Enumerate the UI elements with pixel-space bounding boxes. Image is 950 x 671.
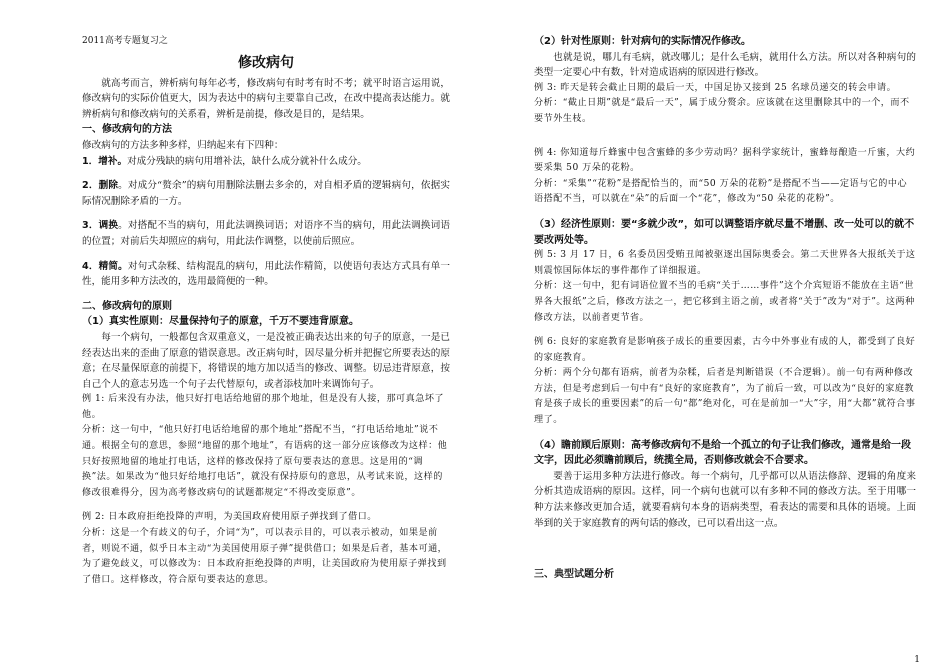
principle-1-heading: （1）真实性原则：尽量保持句子的原意，千万不要违背原意。: [82, 316, 359, 328]
example-5-analysis: 分析：这一句中，犯有词语位置不当的毛病“关于……事件”这个介宾短语不能放在主语“世界各大报纸”之后，修改方法之一，把它移到主语之前，或者将“关于”改为“对于”。这两种修改方法，以前者更节省。: [534, 281, 915, 323]
example-6-analysis: 分析：两个分句都有语病，前者为杂糅，后者是判断错误（不合逻辑）。前一句有两种修改方法，但是考虑到后一句中有“良好的家庭教育”，为了前后一致，可以改为“良好的家庭教育是孩子成长的重要因素”的后一句“都”绝对化，可在是前加一“大”字，用“大都”就符合事理了。: [534, 368, 916, 426]
method-3-label: 3．调换: [82, 220, 119, 232]
section-3-heading: 三、典型试题分析: [534, 569, 614, 581]
section-1-heading: 一、修改病句的方法: [82, 124, 172, 136]
method-2-text: 。对成分“赘余”的病句用删除法删去多余的，对自相矛盾的逻辑病句，依据实际情况删除矛盾的一方。: [82, 180, 450, 207]
section-2-heading: 二、修改病句的原则: [82, 300, 172, 312]
section-1-lead: 修改病句的方法多种多样，归纳起来有下四种：: [82, 139, 284, 151]
left-column: [82, 34, 450, 588]
principle-1-text: 每一个病句，一般都包含双重意义，一是没被正确表达出来的句子的原意，一是已经表达出来的歪曲了原意的错误意思。改正病句时，因尽量分析并把握它所要表达的原意；在尽量保原意的前提下，将错误的地方加以适当的修改、调整。切忌违背原意，按自己个人的意志另选一个句子去代替原句，或者添枝加叶来调饰句子。: [82, 331, 450, 390]
method-1-text: 对成分残缺的病句用增补法，缺什么成分就补什么成分。: [127, 155, 367, 167]
method-4: [82, 259, 450, 290]
principle-4-heading: （4）瞻前顾后原则：高考修改病句不是给一个孤立的句子让我们修改，通常是给一段文字，因此必须瞻前顾后，统揽全局，否则修改就会不合要求。: [534, 439, 911, 467]
example-3-analysis: 分析：“截止日期”就是“最后一天”，属于成分赘余。应该就在这里删除其中的一个，而不要节外生枝。: [534, 98, 910, 124]
principle-3-heading: （3）经济性原则：要“多就少改”，如可以调整语序就尽量不增删、改一处可以的就不要改两处等。: [534, 218, 915, 246]
method-2-label: 2．删除: [82, 180, 119, 192]
method-4-text: 对句式杂糅、结构混乱的病句，用此法作精简，以使语句表达方式具有单一性，能用多种方法改的，选用最简便的一种。: [82, 260, 451, 288]
example-5: 例 5: 3 月 17 日，6 名委员因受贿丑闻被驱逐出国际奥委会。第二天世界各大报纸关于这则震惊国际体坛的事件都作了详细报道。: [534, 250, 916, 276]
example-1: 例 1: 后来没有办法，他只好打电话给地留的那个地址，但是没有人接，那可真急坏了他。: [82, 394, 445, 420]
principle-2-heading: （2）针对性原则：针对病句的实际情况作修改。: [534, 36, 751, 47]
method-3: [82, 218, 450, 249]
example-4: 例 4: 你知道每斤蜂蜜中包含蜜蜂的多少劳动吗？据科学家统计，蜜蜂每酿造一斤蜜，大约要采集 50 万朵的花粉。: [534, 147, 916, 174]
page-number: 1: [914, 655, 920, 665]
page-title: 修改病句: [238, 54, 294, 71]
method-3-text: 。对搭配不当的病句，用此法调换词语；对语序不当的病句，用此法调换词语的位置；对前后失却照应的病句，用此法作调整，以使前后照应。: [82, 220, 451, 247]
example-3: 例 3: 昨天是转会截止日期的最后一天，中国足协又接到 25 名球员递交的转会申请。: [534, 82, 897, 93]
principle-2-text: 也就是说，哪儿有毛病，就改哪儿；是什么毛病，就用什么方法。所以对各种病句的类型一定要心中有数，针对造成语病的原因进行修改。: [534, 51, 916, 79]
method-4-label: 4．精简。: [82, 260, 128, 272]
principle-4-text: 要善于运用多种方法进行修改。每一个病句，几乎都可以从语法修辞、逻辑的角度来分析其造成语病的原因。这样，同一个病句也就可以有多种不同的修改方法。至于用哪一种方法来修改更加合适，就要看病句本身的语病类型，看表达的需要和具体的语境。上面举到的关于家庭教育的两句话的修改，已可以看出这一点。: [534, 470, 916, 529]
doc-header: 2011高考专题复习之: [82, 36, 168, 46]
intro-paragraph: 就高考而言，辨析病句每年必考，修改病句有时考有时不考；就平时语言运用说，修改病句的实际价值更大，因为表达中的病句主要靠自己改，在改中提高表达能力。就辨析病句和修改病句的关系看，辨析是前提，修改是目的，是结果。: [82, 77, 450, 120]
example-2: 例 2: 日本政府拒绝投降的声明，为美国政府使用原子弹找到了借口。: [82, 512, 377, 523]
method-1-label: 1．增补。: [82, 155, 128, 167]
example-1-analysis: 分析：这一句中，“他只好打电话给地留的那个地址”搭配不当，“打电话给地址”说不通。根据全句的意思，参照“地留的那个地址”，有语病的这一部分应该修改为这样：他只好按照地留的地址打电话，这样的修改保持了原句要表达的意思。这是用的“调换”法。如果改为“他只好给地打电话”，就没有保持原句的意思，从考试来说，这样的修改很难得分，因为高考修改病句的试题都规定“不得改变原意”。: [82, 425, 448, 498]
example-6: 例 6: 良好的家庭教育是影响孩子成长的重要因素，古今中外事业有成的人，都受到了良好的家庭教育。: [534, 337, 916, 363]
example-2-analysis: 分析：这是一个有歧义的句子，介词“为”，可以表示目的，可以表示被动，如果是前者，则说不通，似乎日本主动“为美国使用原子弹”提供借口；如果是后者，基本可通，为了避免歧义，可以修改为：日本政府拒绝投降的声明，让美国政府为使用原子弹找到了借口。这样修改，符合原句要表达的意思。: [82, 528, 448, 585]
right-column: [534, 34, 916, 583]
method-2: [82, 178, 450, 209]
method-1: [82, 154, 450, 170]
example-4-analysis: 分析：“采集”“花粉”是搭配恰当的，而“50 万朵的花粉”是搭配不当——定语与它的中心语搭配不当，可以就在“朵”的后面一个“花”，修改为“50 朵花的花粉”。: [534, 178, 908, 205]
